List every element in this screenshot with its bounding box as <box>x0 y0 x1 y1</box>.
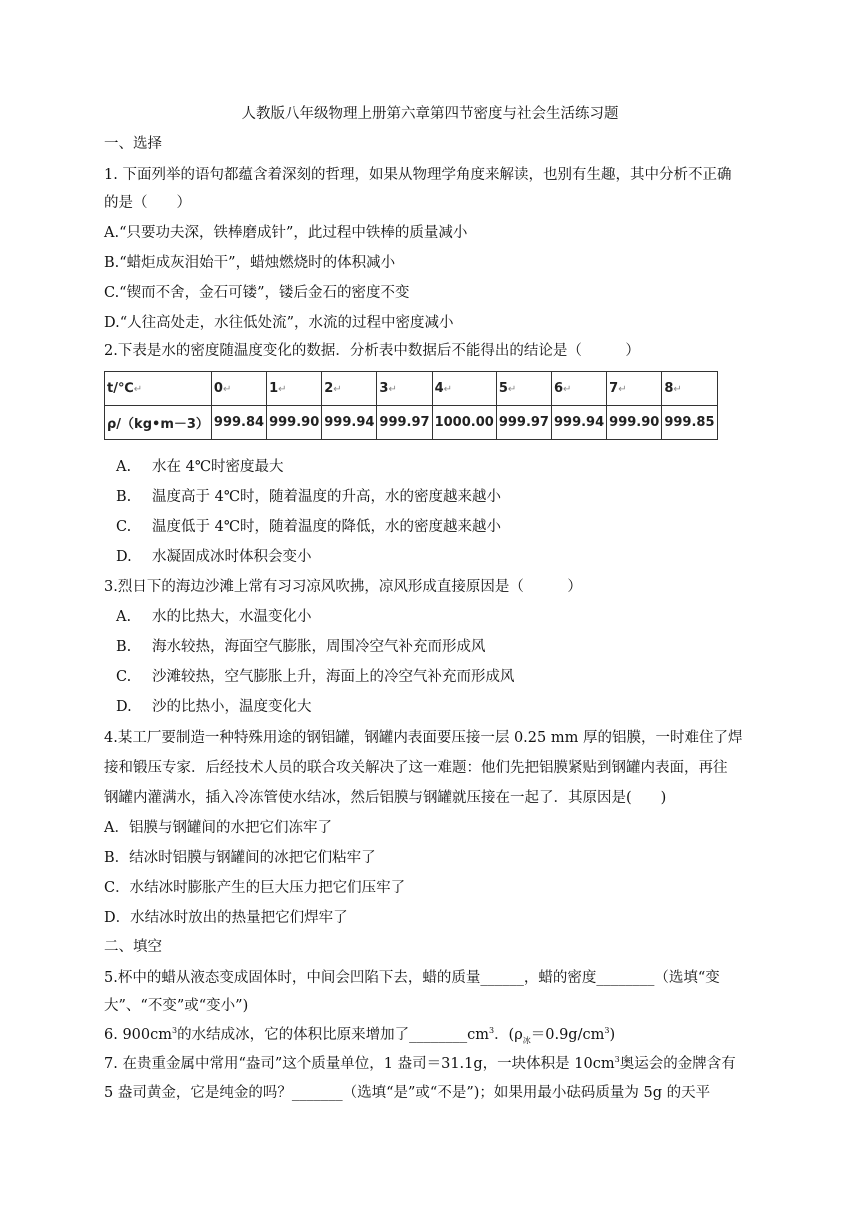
q4-option-a: A．铝膜与钢罐间的水把它们冻牢了 <box>104 820 332 836</box>
table-cell: 6↵ <box>551 372 606 406</box>
table-cell: 5↵ <box>496 372 551 406</box>
q3-stem: 3.烈日下的海边沙滩上常有习习凉风吹拂，凉风形成直接原因是（ ） <box>104 579 582 595</box>
table-cell: 999.97 <box>496 406 551 440</box>
q1-option-b: B.“蜡炬成灰泪始干”，蜡烛燃烧时的体积减小 <box>104 255 396 271</box>
q2-stem: 2.下表是水的密度随温度变化的数据．分析表中数据后不能得出的结论是（ ） <box>104 343 640 359</box>
q4-option-b: B．结冰时铝膜与钢罐间的冰把它们粘牢了 <box>104 850 376 866</box>
q2-option-a: A. 水在 4℃时密度最大 <box>116 459 284 475</box>
density-table <box>104 371 718 440</box>
q1-stem-line1: 1. 下面列举的语句都蕴含着深刻的哲理，如果从物理学角度来解读，也别有生趣，其中分析不正确 <box>104 167 732 183</box>
table-cell: 999.94 <box>322 406 377 440</box>
section-heading-choice: 一、选择 <box>104 136 162 152</box>
table-cell: 999.85 <box>662 406 717 440</box>
q1-option-d: D.“人往高处走，水往低处流”，水流的过程中密度减小 <box>104 315 454 331</box>
table-cell: ρ/（kg•m－3） <box>105 406 212 440</box>
table-row-density <box>105 406 718 440</box>
table-cell: 999.90 <box>607 406 662 440</box>
table-cell: 999.90 <box>267 406 322 440</box>
table-cell: 2↵ <box>322 372 377 406</box>
q1-option-c: C.“锲而不舍，金石可镂”，镂后金石的密度不变 <box>104 285 410 301</box>
table-cell: 3↵ <box>377 372 432 406</box>
table-cell: 999.84 <box>211 406 266 440</box>
q1-stem-line2: 的是（ ） <box>104 195 191 211</box>
q4-stem-line1: 4.某工厂要制造一种特殊用途的钢铝罐，钢罐内表面要压接一层 0.25 mm 厚的铝膜，一时难住了焊 <box>104 730 743 746</box>
table-cell: 1↵ <box>267 372 322 406</box>
q1-option-a: A.“只要功夫深，铁棒磨成针”，此过程中铁棒的质量减小 <box>104 225 468 241</box>
document-title: 人教版八年级物理上册第六章第四节密度与社会生活练习题 <box>241 106 619 122</box>
q2-option-d: D. 水凝固成冰时体积会变小 <box>116 549 312 565</box>
q3-option-c: C. 沙滩较热，空气膨胀上升，海面上的冷空气补充而形成风 <box>116 669 515 685</box>
table-cell: 999.97 <box>377 406 432 440</box>
q3-option-a: A. 水的比热大，水温变化小 <box>116 609 312 625</box>
q6-line: 6. $900cm^3$的水结成冰，它的体积比原来增加了$\_\_\_\_\_\_\_\_cm^3$．$(\rho_冰=0.9g/cm^3)$ <box>104 1026 616 1045</box>
table-cell: 8↵ <box>662 372 717 406</box>
q4-option-d: D．水结冰时放出的热量把它们焊牢了 <box>104 910 348 926</box>
q4-option-c: C．水结冰时膨胀产生的巨大压力把它们压牢了 <box>104 880 406 896</box>
q5-line2: 大”、“不变”或“变小”) <box>104 998 249 1014</box>
table-cell: 1000.00 <box>432 406 496 440</box>
q2-option-c: C. 温度低于 4℃时，随着温度的降低，水的密度越来越小 <box>116 519 502 535</box>
table-cell: 4↵ <box>432 372 496 406</box>
q7-line2: 5 盎司黄金，它是纯金的吗？_______（选填“是”或“不是”)；如果用最小砝码质量为 5g 的天平 <box>104 1085 711 1101</box>
table-cell: 0↵ <box>211 372 266 406</box>
table-row-temperature <box>105 372 718 406</box>
table-cell: 999.94 <box>551 406 606 440</box>
q3-option-b: B. 海水较热，海面空气膨胀，周围冷空气补充而形成风 <box>116 639 486 655</box>
q2-option-b: B. 温度高于 4℃时，随着温度的升高，水的密度越来越小 <box>116 489 502 505</box>
table-cell: t/℃↵ <box>105 372 212 406</box>
q7-line1: 7. 在贵重金属中常用“盎司”这个质量单位，1 盎司＝31.1g，一块体积是 $10cm^3$奥运会的金牌含有 <box>104 1055 736 1072</box>
q5-line1: 5.杯中的蜡从液态变成固体时，中间会凹陷下去，蜡的质量______，蜡的密度________（选填“变 <box>104 970 720 986</box>
table-cell: 7↵ <box>607 372 662 406</box>
q4-stem-line3: 钢罐内灌满水，插入冷冻管使水结冰，然后铝膜与钢罐就压接在一起了．其原因是( ) <box>104 790 667 806</box>
section-heading-fill: 二、填空 <box>104 939 162 955</box>
q3-option-d: D. 沙的比热小，温度变化大 <box>116 699 312 715</box>
q4-stem-line2: 接和锻压专家．后经技术人员的联合攻关解决了这一难题：他们先把铝膜紧贴到钢罐内表面，再往 <box>104 760 728 776</box>
